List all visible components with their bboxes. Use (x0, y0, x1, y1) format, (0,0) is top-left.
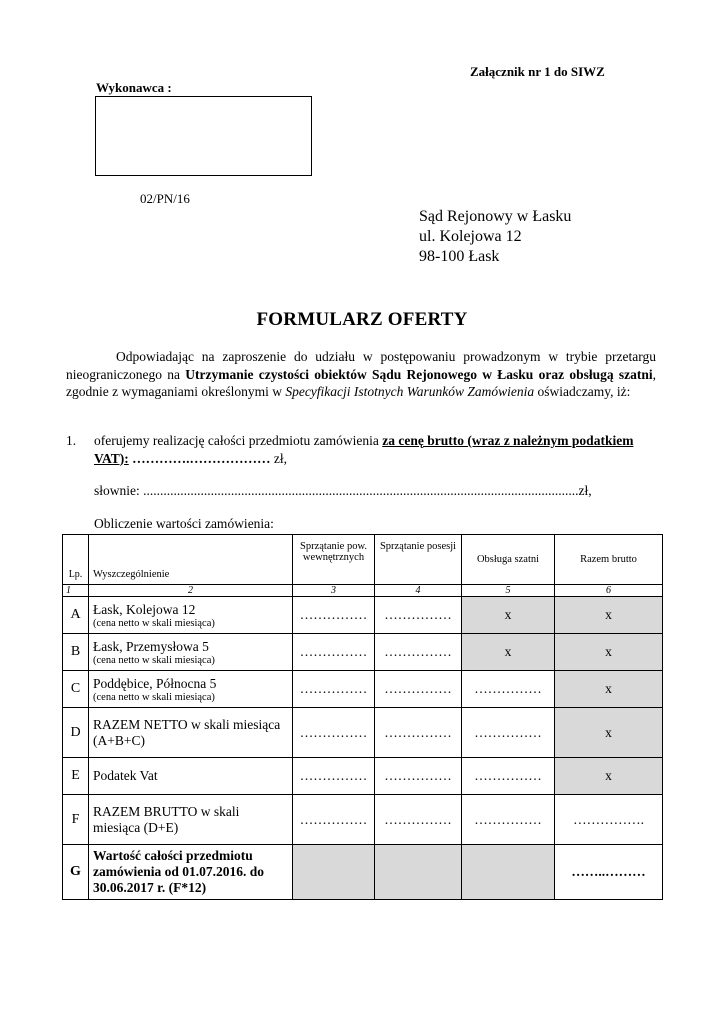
intro-text-3: oświadczamy, iż: (534, 384, 631, 399)
row-lp: C (63, 671, 89, 708)
row-desc-text: Łask, Kolejowa 12 (93, 601, 196, 617)
colnum-3: 3 (293, 585, 375, 597)
cell-grounds[interactable]: …………… (375, 708, 462, 758)
recipient-city: 98-100 Łask (419, 248, 500, 265)
table-column-numbers (63, 585, 663, 597)
cell-interior[interactable]: …………… (293, 758, 375, 795)
currency: zł, (270, 450, 288, 466)
table-row (63, 597, 663, 634)
cell-interior[interactable]: …………… (293, 708, 375, 758)
table-row-total (63, 845, 663, 900)
table-header-row (63, 535, 663, 585)
colnum-5: 5 (462, 585, 555, 597)
header-lp: Lp. (63, 535, 89, 585)
cell-total: x (555, 671, 663, 708)
cell-cloakroom (462, 845, 555, 900)
intro-paragraph (66, 348, 656, 401)
cell-total: x (555, 634, 663, 671)
contractor-stamp-box[interactable] (95, 96, 312, 176)
row-description: RAZEM NETTO w skali miesiąca (A+B+C) (89, 708, 293, 758)
table-row (63, 634, 663, 671)
cell-total: x (555, 758, 663, 795)
row-lp: A (63, 597, 89, 634)
row-description (89, 634, 293, 671)
cell-interior[interactable]: …………… (293, 795, 375, 845)
cell-grounds[interactable]: …………… (375, 671, 462, 708)
cell-grounds[interactable]: …………… (375, 634, 462, 671)
cell-grounds[interactable]: …………… (375, 758, 462, 795)
cell-interior[interactable]: …………… (293, 597, 375, 634)
item-number: 1. (66, 433, 77, 448)
header-interior-cleaning: Sprzątanie pow. wewnętrznych (293, 535, 375, 585)
row-desc-text: Poddębice, Północna 5 (93, 675, 217, 691)
calculation-table (62, 534, 663, 900)
cell-grounds (375, 845, 462, 900)
header-grounds-cleaning: Sprzątanie posesji (375, 535, 462, 585)
cell-total: x (555, 708, 663, 758)
row-description (89, 671, 293, 708)
row-lp: D (63, 708, 89, 758)
colnum-4: 4 (375, 585, 462, 597)
cell-cloakroom: x (462, 634, 555, 671)
cell-grounds[interactable]: …………… (375, 795, 462, 845)
cell-interior[interactable]: …………… (293, 671, 375, 708)
intro-siwz: Specyfikacji Istotnych Warunków Zamówienia (285, 384, 535, 399)
row-lp: F (63, 795, 89, 845)
row-lp: E (63, 758, 89, 795)
item-text: oferujemy realizację całości przedmiotu zamówienia (94, 433, 383, 448)
item-price-label: za cenę brutto (wraz z należnym podatkiem VAT): (94, 433, 634, 466)
row-lp: B (63, 634, 89, 671)
row-description: Podatek Vat (89, 758, 293, 795)
row-note: (cena netto w skali miesiąca) (93, 691, 215, 703)
colnum-2: 2 (89, 585, 293, 597)
cell-total[interactable]: ……………. (555, 795, 663, 845)
intro-text-1: Odpowiadając na zaproszenie do udziału w postępowaniu prowadzonym w trybie przetargu nieograniczonego na (66, 349, 656, 382)
annex-label: Załącznik nr 1 do SIWZ (470, 64, 605, 79)
page-title: FORMULARZ OFERTY (256, 309, 468, 330)
row-description: RAZEM BRUTTO w skali miesiąca (D+E) (89, 795, 293, 845)
colnum-6: 6 (555, 585, 663, 597)
contractor-label: Wykonawca : (96, 80, 172, 95)
row-lp: G (63, 845, 89, 900)
reference-number: 02/PN/16 (140, 191, 190, 206)
calculation-title: Obliczenie wartości zamówienia: (94, 516, 274, 531)
intro-text-2: , zgodnie z wymaganiami określonymi w (66, 366, 656, 399)
cell-cloakroom[interactable]: …………… (462, 708, 555, 758)
header-cloakroom: Obsługa szatni (462, 535, 555, 585)
cell-grounds[interactable]: …………… (375, 597, 462, 634)
row-note: (cena netto w skali miesiąca) (93, 654, 215, 666)
amount-in-words-field[interactable]: słownie: .................................................................................................................................zł, (94, 483, 592, 498)
recipient-address (419, 207, 571, 267)
colnum-1: 1 (63, 585, 89, 597)
recipient-street: ul. Kolejowa 12 (419, 228, 522, 245)
cell-interior[interactable]: …………… (293, 634, 375, 671)
cell-cloakroom: x (462, 597, 555, 634)
intro-subject: Utrzymanie czystości obiektów Sądu Rejonowego w Łasku oraz obsługą szatni (185, 366, 653, 382)
cell-cloakroom[interactable]: …………… (462, 795, 555, 845)
cell-interior (293, 845, 375, 900)
cell-total: x (555, 597, 663, 634)
row-description (89, 597, 293, 634)
header-description: Wyszczególnienie (89, 535, 293, 585)
cell-cloakroom[interactable]: …………… (462, 758, 555, 795)
price-gross-field[interactable]: ………….……………… (128, 450, 271, 466)
table-row (63, 671, 663, 708)
cell-total[interactable]: ……..……… (555, 845, 663, 900)
recipient-name: Sąd Rejonowy w Łasku (419, 208, 572, 225)
table-row (63, 795, 663, 845)
header-total-gross: Razem brutto (555, 535, 663, 585)
row-note: (cena netto w skali miesiąca) (93, 617, 215, 629)
row-desc-text: Łask, Przemysłowa 5 (93, 638, 209, 654)
table-row (63, 708, 663, 758)
cell-cloakroom[interactable]: …………… (462, 671, 555, 708)
row-description: Wartość całości przedmiotu zamówienia od 01.07.2016. do 30.06.2017 r. (F*12) (89, 845, 293, 900)
table-row (63, 758, 663, 795)
